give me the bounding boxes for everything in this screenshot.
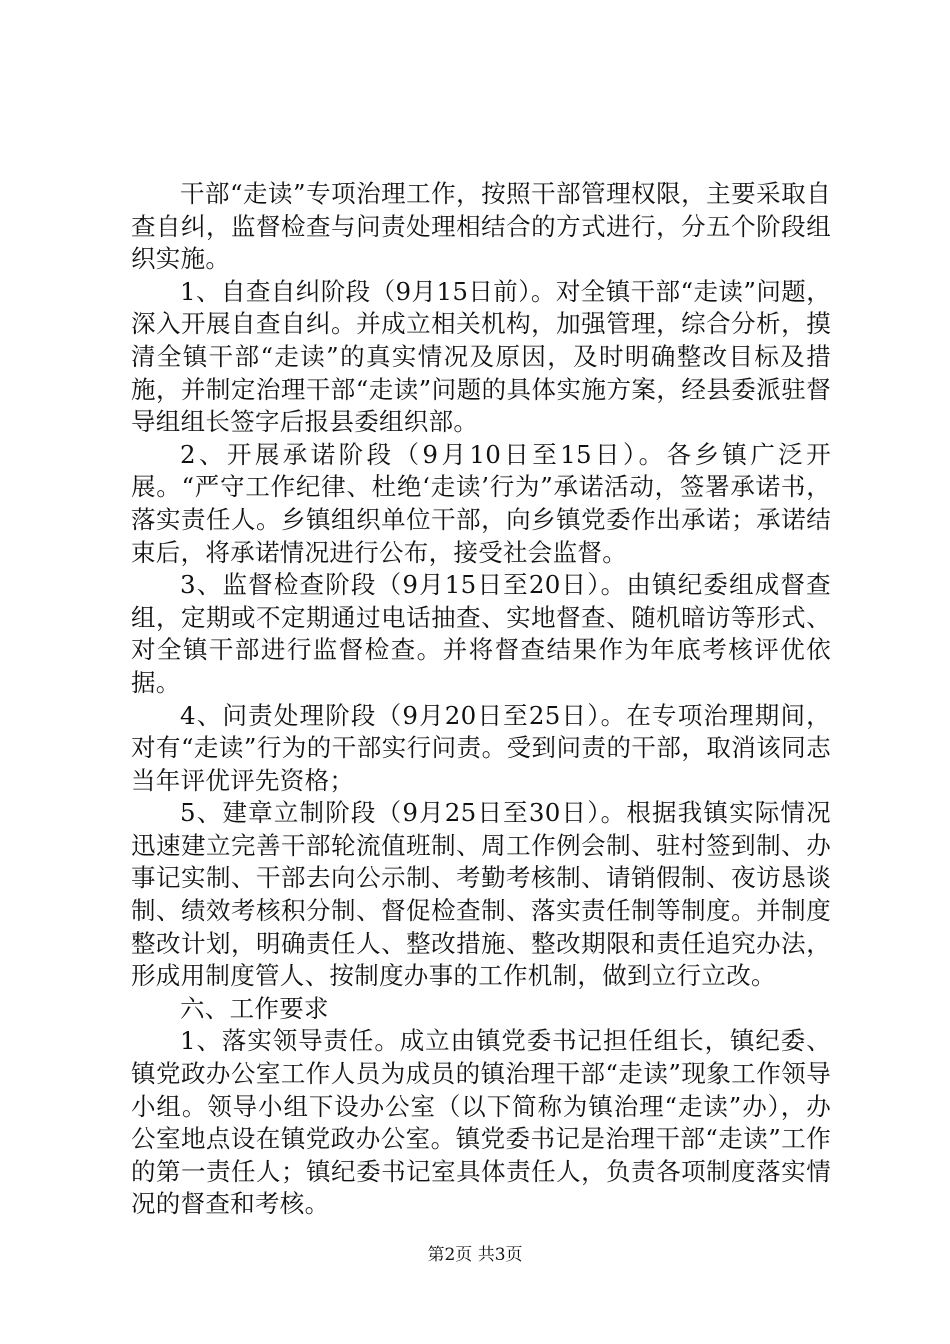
paragraph-stage-2: 2、开展承诺阶段（9月10日至15日）。各乡镇广泛开展。“严守工作纪律、杜绝‘走读’行为”承诺活动，签署承诺书，落实责任人。乡镇组织单位干部，向乡镇党委作出承诺；承诺结束后，将承诺情况进行公布，接受社会监督。	[131, 439, 831, 567]
paragraph-intro: 干部“走读”专项治理工作，按照干部管理权限，主要采取自查自纠，监督检查与问责处理相结合的方式进行，分五个阶段组织实施。	[131, 179, 831, 274]
paragraph-stage-1: 1、自查自纠阶段（9月15日前）。对全镇干部“走读”问题，深入开展自查自纠。并成立相关机构，加强管理，综合分析，摸清全镇干部“走读”的真实情况及原因，及时明确整改目标及措施，并制定治理干部“走读”问题的具体实施方案，经县委派驻督导组组长签字后报县委组织部。	[131, 276, 831, 437]
page-footer: 第2页 共3页	[427, 1245, 523, 1265]
paragraph-stage-5: 5、建章立制阶段（9月25日至30日）。根据我镇实际情况迅速建立完善干部轮流值班制、周工作例会制、驻村签到制、办事记实制、干部去向公示制、考勤考核制、请销假制、夜访恳谈制、绩效考核积分制、督促检查制、落实责任制等制度。并制度整改计划，明确责任人、整改措施、整改期限和责任追究办法，形成用制度管人、按制度办事的工作机制，做到立行立改。	[131, 798, 831, 991]
section-heading-work-requirements: 六、工作要求	[180, 993, 329, 1023]
paragraph-requirement-1: 1、落实领导责任。成立由镇党委书记担任组长，镇纪委、镇党政办公室工作人员为成员的镇治理干部“走读”现象工作领导小组。领导小组下设办公室（以下简称为镇治理“走读”办），办公室地点设在镇党政办公室。镇党委书记是治理干部“走读”工作的第一责任人；镇纪委书记室具体责任人，负责各项制度落实情况的督查和考核。	[131, 1026, 831, 1219]
paragraph-stage-4: 4、问责处理阶段（9月20日至25日）。在专项治理期间，对有“走读”行为的干部实行问责。受到问责的干部，取消该同志当年评优评先资格；	[131, 700, 831, 795]
document-body	[131, 178, 831, 1221]
paragraph-stage-3: 3、监督检查阶段（9月15日至20日）。由镇纪委组成督查组，定期或不定期通过电话抽查、实地督查、随机暗访等形式、对全镇干部进行监督检查。并将督查结果作为年底考核评优依据。	[131, 570, 831, 697]
